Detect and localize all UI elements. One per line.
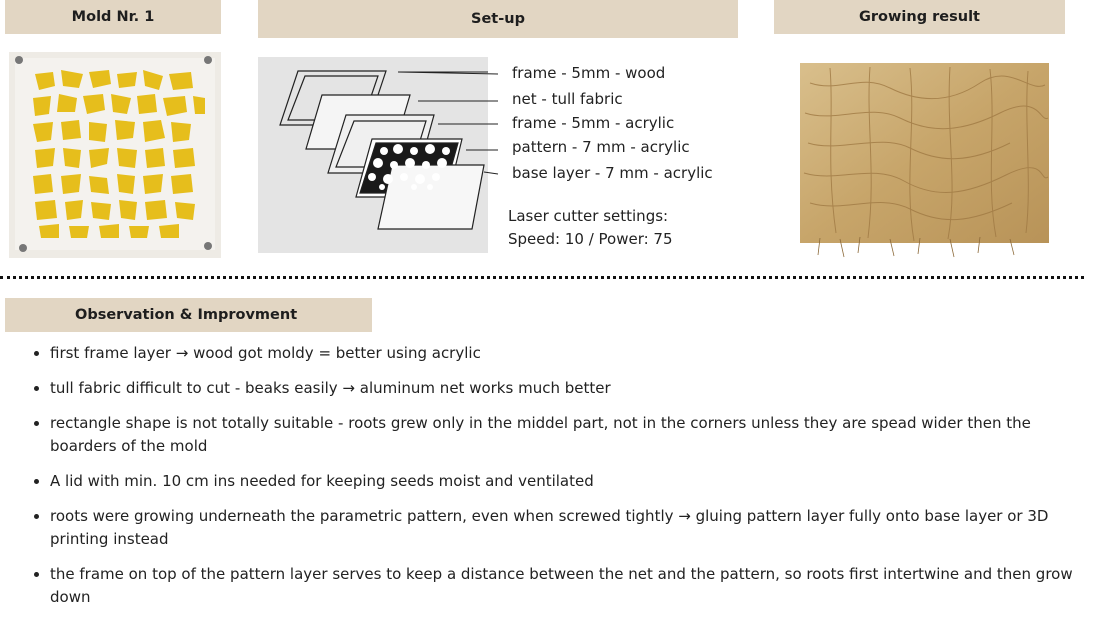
laser-settings-title: Laser cutter settings: [508, 207, 669, 225]
setup-header: Set-up [258, 0, 738, 38]
setup-label-frame-acrylic: frame - 5mm - acrylic [512, 114, 675, 132]
leader-lines [388, 64, 512, 184]
growing-result-image [800, 63, 1049, 258]
mold-header: Mold Nr. 1 [5, 0, 221, 34]
setup-label-pattern: pattern - 7 mm - acrylic [512, 138, 690, 156]
setup-label-base-layer: base layer - 7 mm - acrylic [512, 164, 713, 182]
observation-item: • tull fabric difficult to cut - beaks easily → aluminum net works much better [50, 377, 1096, 400]
observation-item: • A lid with min. 10 cm ins needed for keeping seeds moist and ventilated [50, 470, 1096, 493]
observation-header: Observation & Improvment [5, 298, 372, 332]
mold-image [9, 52, 221, 258]
observation-item: • the frame on top of the pattern layer serves to keep a distance between the net and the pattern, so roots first intertwine and then grow down [50, 563, 1096, 609]
observation-item: • roots were growing underneath the parametric pattern, even when screwed tightly → gluing pattern layer fully onto base layer or 3D printing instead [50, 505, 1096, 551]
section-divider [0, 276, 1084, 279]
laser-settings-values: Speed: 10 / Power: 75 [508, 230, 673, 248]
observation-item: • first frame layer → wood got moldy = better using acrylic [50, 342, 1096, 365]
growing-result-header: Growing result [774, 0, 1065, 34]
observation-item: • rectangle shape is not totally suitable - roots grew only in the middel part, not in the corners unless they are spead wider then the boarders of the mold [50, 412, 1096, 458]
setup-label-frame-wood: frame - 5mm - wood [512, 64, 666, 82]
observation-list [22, 342, 1096, 621]
setup-label-net: net - tull fabric [512, 90, 623, 108]
